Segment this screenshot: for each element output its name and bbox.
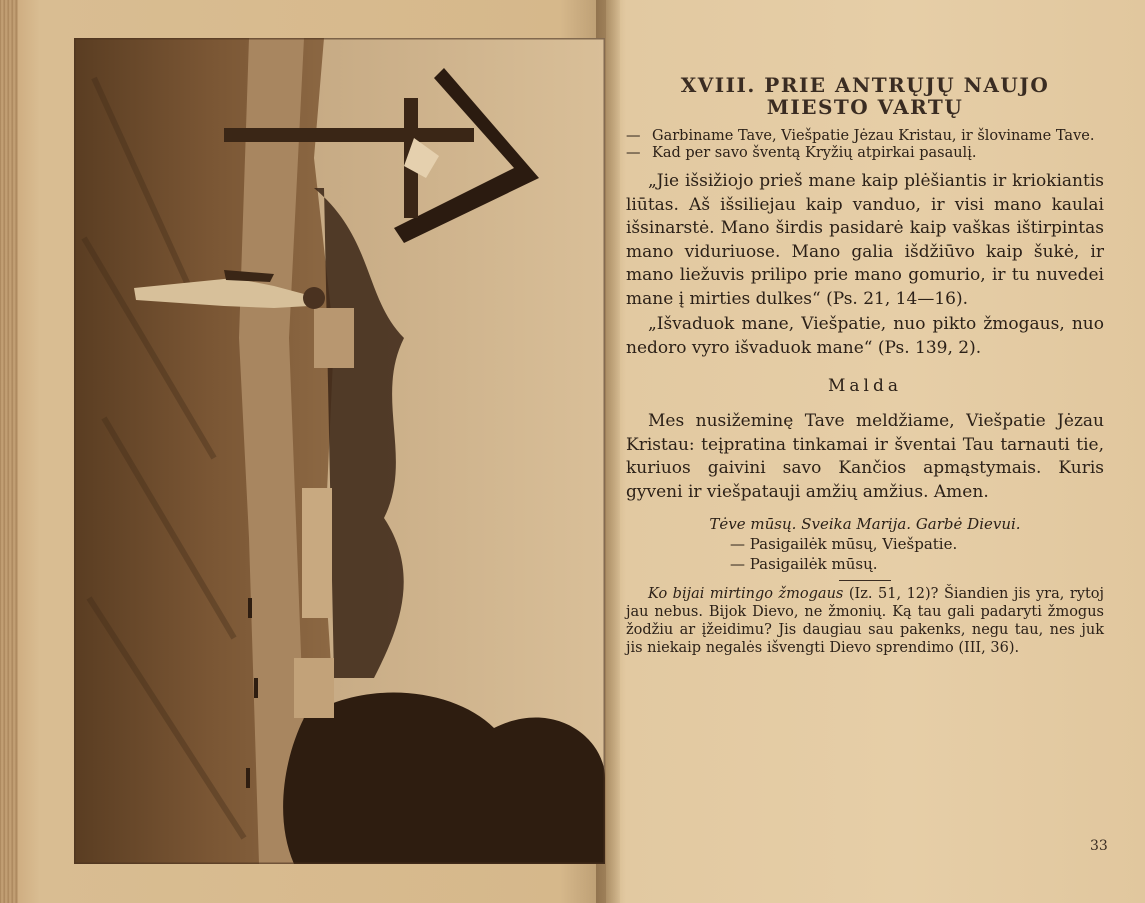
chapter-title: XVIII. PRIE ANTRŲJŲ NAUJO MIESTO VARTŲ [680, 73, 1050, 119]
psalm-paragraph: „Jie išsižiojo prieš mane kaip plėšiantis ir kriokiantis liūtas. Aš išsiliejau kaip vanduo, ir visi mano kaulai išsinarstė. Mano širdis pasidarė kaip vaškas ištirpintas mano viduriuose. Mano galia išdžiūvo kaip šukė, ir mano liežuvis prilipo prie mano gomurio, ir tu nuvedei mane į mirties dulkes“ (Ps. 21, 14—16). [626, 171, 1104, 309]
quote-text: (Iz. 51, 12)? Šiandien jis yra, rytoj jau nebus. Bijok Dievo, ne žmonių. Ką tau gali padaryti žmogus žodžiu ar įžeidimu? Jis daugiau sau pakenks, negu tau, nes juk jis niekaip negalės išvengti Dievo sprendimo (III, 36). [626, 586, 1105, 656]
versicles [626, 128, 1104, 162]
versicle-text: Kad per savo šventą Kryžių atpirkai pasaulį. [652, 145, 977, 161]
prayer-paragraph: Mes nusižeminę Tave meldžiame, Viešpatie Jėzau Kristau: teįpratina tinkamai ir šventai Tau tarnauti tie, kuriuos gaivini savo Kančios apmąstymais. Kuris gyveni ir viešpatauji amžių amžius. Amen. [626, 411, 1104, 502]
photo-illustration [74, 38, 605, 864]
page-edges [0, 0, 18, 903]
photo-house-3 [294, 658, 334, 718]
versicle-text: Garbiname Tave, Viešpatie Jėzau Kristau, ir šloviname Tave. [652, 128, 1095, 144]
versicle [626, 128, 1104, 145]
versicle-dash: — [626, 145, 641, 161]
photo-house-1 [302, 488, 332, 618]
versicle-dash: — [626, 128, 641, 144]
photograph-wayside-cross [74, 38, 605, 864]
divider-rule [839, 580, 891, 581]
prayer-response: — Pasigailėk mūsų. [730, 555, 878, 573]
right-page-text [626, 74, 1104, 657]
section-heading: Malda [828, 376, 902, 396]
photo-house-2 [314, 308, 354, 368]
prayer-title-line: Tėve mūsų. Sveika Marija. Garbė Dievui. [709, 515, 1021, 533]
quote-paragraph [626, 585, 1104, 657]
psalm-paragraph: „Išvaduok mane, Viešpatie, nuo pikto žmogaus, nuo nedoro vyro išvaduok mane“ (Ps. 139, 2). [626, 314, 1104, 358]
page-number: 33 [1090, 838, 1108, 854]
prayer-response: — Pasigailėk mūsų, Viešpatie. [730, 535, 958, 553]
versicle [626, 145, 1104, 162]
quote-italic: Ko bijai mirtingo žmogaus [648, 586, 844, 602]
prayer-responses [626, 514, 1104, 574]
